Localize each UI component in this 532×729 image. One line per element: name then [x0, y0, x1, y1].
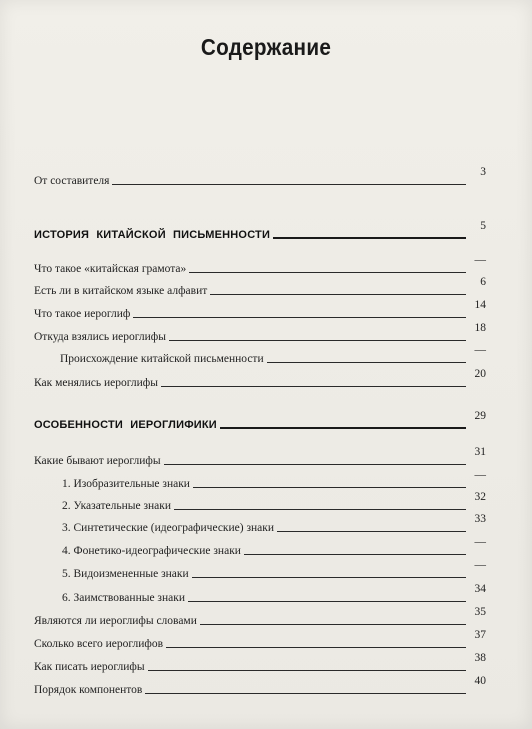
toc-entry-label: Что такое «китайская грамота»	[34, 263, 187, 275]
page-title: Содержание	[200, 34, 332, 60]
leader-line	[148, 670, 466, 671]
toc-section-heading	[34, 410, 486, 432]
leader-line	[267, 362, 466, 363]
toc-entry-page: 5	[480, 220, 486, 232]
toc-entry-label: Происхождение китайской письменности	[60, 353, 264, 365]
toc-entry-label: Откуда взялись иероглифы	[34, 331, 166, 343]
toc-entry-page: 38	[474, 652, 486, 664]
toc-entry-page: 31	[474, 446, 486, 458]
toc-entry-page: 20	[474, 368, 486, 380]
toc-entry-page: —	[474, 536, 486, 548]
leader-line	[133, 317, 466, 318]
toc-entry-label: Как менялись иероглифы	[34, 377, 158, 389]
toc-entry-label: ОСОБЕННОСТИ ИЕРОГЛИФИКИ	[34, 419, 217, 431]
leader-line	[145, 693, 466, 694]
toc-entry-label: Что такое иероглиф	[34, 308, 131, 320]
toc-section-heading	[34, 220, 486, 242]
leader-line	[244, 554, 466, 555]
toc-entry-label: 4. Фонетико-идеографические знаки	[62, 545, 241, 557]
leader-line	[166, 647, 466, 648]
toc-entry-label: От составителя	[34, 175, 110, 187]
toc-entry-page: 32	[474, 491, 486, 503]
toc-entry	[34, 254, 486, 276]
toc-entry	[34, 276, 486, 298]
leader-line	[161, 386, 466, 387]
toc-entry-page: 29	[474, 410, 486, 422]
toc-entry-label: Порядок компонентов	[34, 684, 143, 696]
toc-subentry	[62, 536, 486, 558]
toc-entry-label: Как писать иероглифы	[34, 661, 145, 673]
toc-entry	[34, 368, 486, 390]
toc-entry	[34, 446, 486, 468]
toc-entry-page: 34	[474, 583, 486, 595]
leader-line	[189, 272, 466, 273]
leader-line	[192, 577, 466, 578]
toc-subentry	[62, 469, 486, 491]
toc-subentry	[60, 344, 486, 366]
leader-line	[188, 601, 466, 602]
leader-line	[174, 509, 466, 510]
leader-line	[210, 294, 466, 295]
toc-entry-page: 40	[474, 675, 486, 687]
leader-line	[200, 624, 466, 625]
leader-line	[220, 427, 466, 429]
leader-line	[112, 184, 466, 185]
toc-entry-label: 2. Указательные знаки	[62, 500, 172, 512]
toc-entry-page: 35	[474, 606, 486, 618]
toc-entry	[34, 166, 486, 188]
toc-subentry	[62, 559, 486, 581]
toc-entry-page: 6	[480, 276, 486, 288]
leader-line	[169, 340, 466, 341]
toc-subentry	[62, 491, 486, 513]
toc-entry-label: 5. Видоизмененные знаки	[62, 568, 189, 580]
toc-entry-label: Есть ли в китайском языке алфавит	[34, 285, 208, 297]
toc-entry-page: 18	[474, 322, 486, 334]
toc-entry-page: 14	[474, 299, 486, 311]
toc-entry	[34, 675, 486, 697]
leader-line	[277, 531, 466, 532]
toc-subentry	[62, 583, 486, 605]
toc-entry-label: Сколько всего иероглифов	[34, 638, 164, 650]
toc-entry	[34, 652, 486, 674]
toc-entry-label: Какие бывают иероглифы	[34, 455, 161, 467]
toc-entry-page: —	[474, 254, 486, 266]
leader-line	[164, 464, 466, 465]
toc-entry-label: 1. Изобразительные знаки	[62, 478, 190, 490]
toc-entry-label: ИСТОРИЯ КИТАЙСКОЙ ПИСЬМЕННОСТИ	[34, 229, 271, 241]
toc-entry-page: 37	[474, 629, 486, 641]
toc-entry	[34, 606, 486, 628]
toc-entry-page: —	[474, 469, 486, 481]
leader-line	[273, 237, 466, 239]
toc-entry-page: 3	[480, 166, 486, 178]
toc-entry-label: 6. Заимствованные знаки	[62, 592, 185, 604]
toc-entry	[34, 299, 486, 321]
toc-entry-label: Являются ли иероглифы словами	[34, 615, 197, 627]
toc-subentry	[62, 513, 486, 535]
leader-line	[193, 487, 466, 488]
toc-entry-label: 3. Синтетические (идеографические) знаки	[62, 522, 275, 534]
toc-entry-page: —	[474, 344, 486, 356]
toc-entry-page: 33	[474, 513, 486, 525]
toc-entry	[34, 322, 486, 344]
toc-entry-page: —	[474, 559, 486, 571]
toc-entry	[34, 629, 486, 651]
